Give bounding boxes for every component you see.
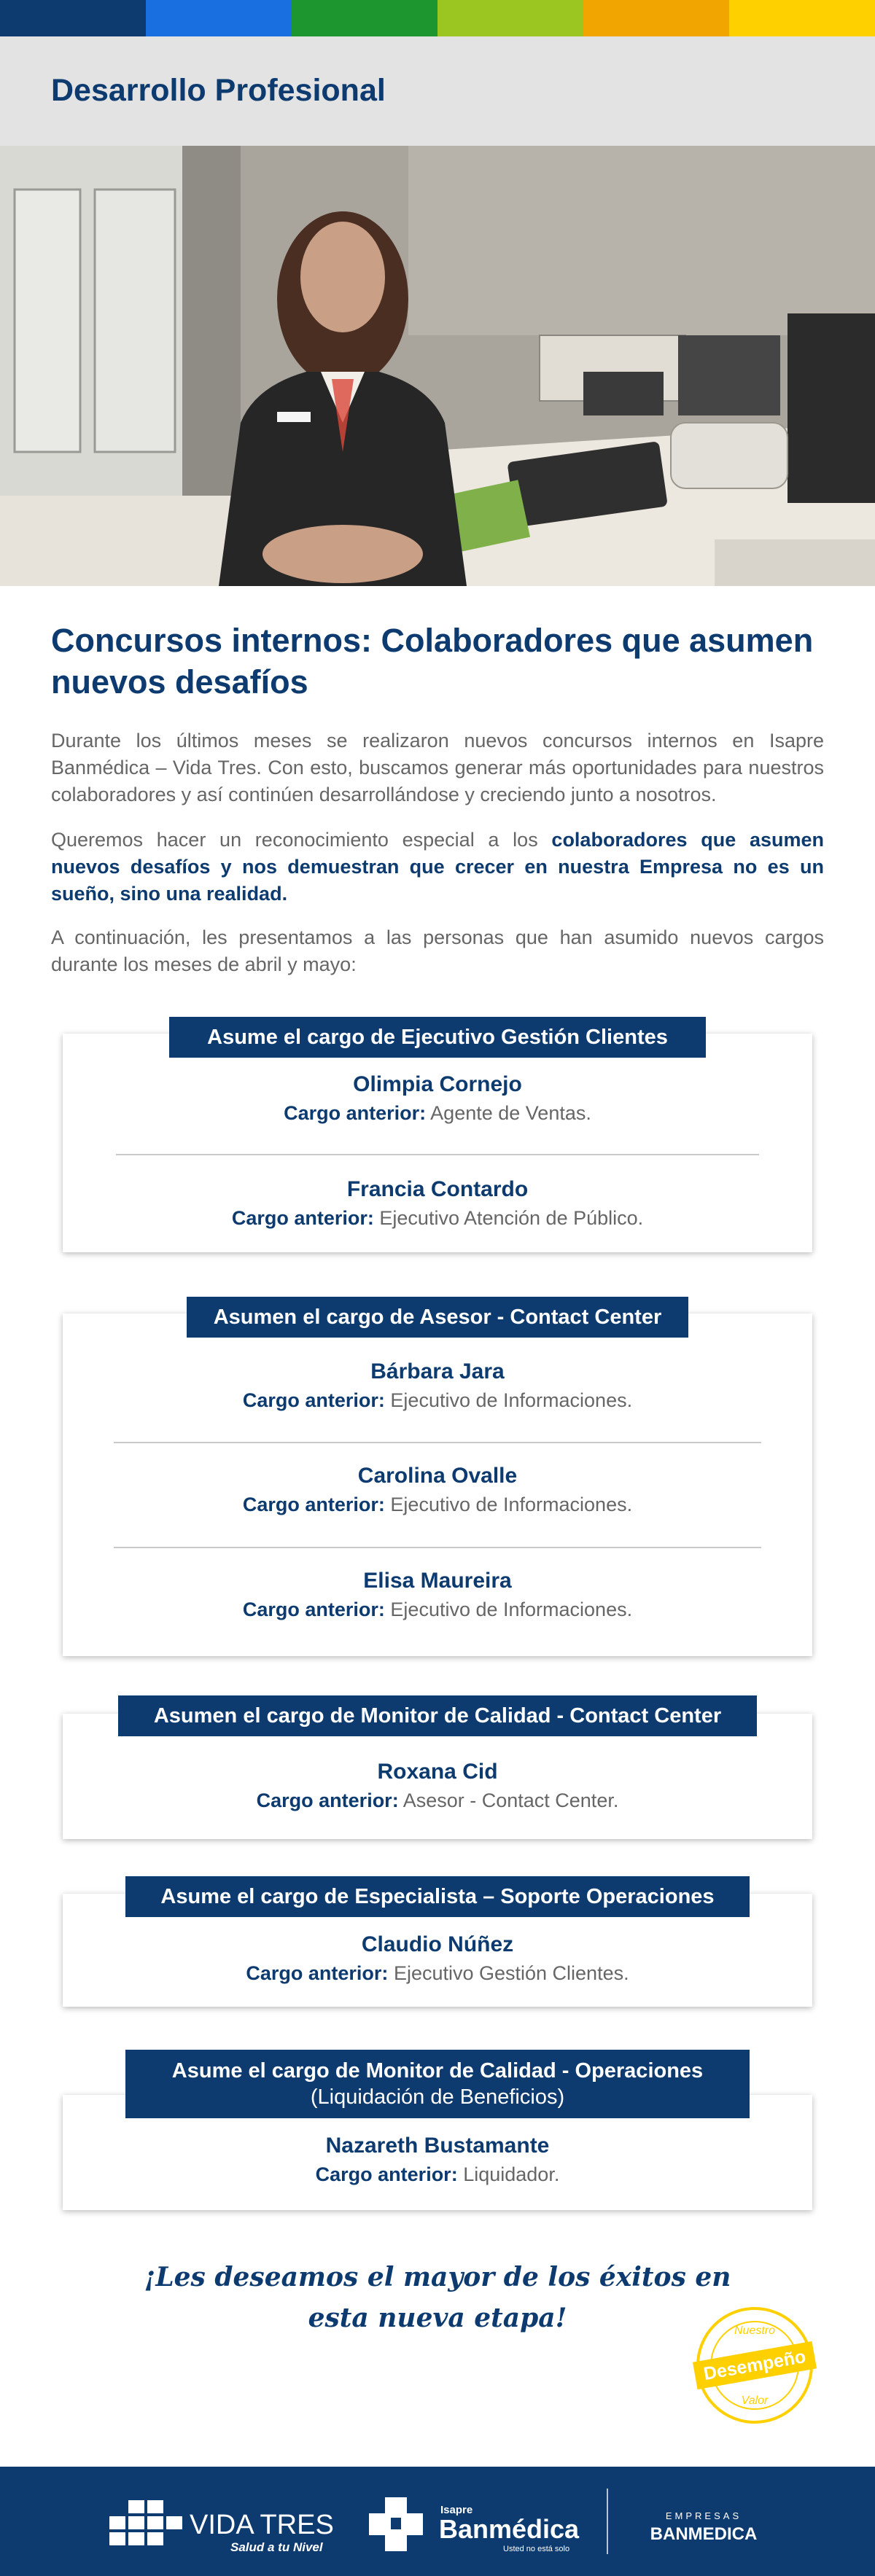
person-divider bbox=[114, 1442, 761, 1443]
previous-role-label: Cargo anterior: bbox=[231, 1207, 374, 1229]
person-name: Carolina Ovalle bbox=[357, 1464, 518, 1488]
person-entry bbox=[63, 1566, 812, 1623]
person-entry bbox=[63, 2131, 812, 2188]
previous-role-label: Cargo anterior: bbox=[284, 1102, 427, 1124]
stripe-navy bbox=[0, 0, 146, 36]
previous-role bbox=[63, 1386, 812, 1414]
person-entry bbox=[63, 1357, 812, 1414]
role-banner bbox=[169, 1017, 706, 1058]
desempeno-badge bbox=[693, 2303, 817, 2427]
previous-role bbox=[63, 1959, 812, 1987]
role-banner bbox=[125, 2050, 750, 2118]
person-entry bbox=[63, 1175, 812, 1232]
person-name: Olimpia Cornejo bbox=[353, 1072, 522, 1096]
previous-role-label: Cargo anterior: bbox=[246, 1962, 389, 1984]
person-entry bbox=[63, 1757, 812, 1814]
previous-role-value: Liquidador. bbox=[463, 2163, 560, 2185]
article-title: Concursos internos: Colaboradores que asumen nuevos desafíos bbox=[51, 622, 814, 700]
isapre-label: Isapre bbox=[440, 2504, 473, 2516]
role-title: Asume el cargo de Ejecutivo Gestión Clientes bbox=[207, 1026, 668, 1049]
previous-role-value: Asesor - Contact Center. bbox=[402, 1789, 619, 1811]
badge-top-text: Nuestro bbox=[734, 2325, 776, 2337]
role-title: Asume el cargo de Especialista – Soporte Operaciones bbox=[160, 1885, 715, 1908]
previous-role bbox=[63, 1204, 812, 1232]
footer-divider bbox=[607, 2489, 608, 2554]
role-banner bbox=[125, 1876, 750, 1917]
role-banner bbox=[118, 1695, 757, 1736]
person-name: Elisa Maureira bbox=[363, 1569, 512, 1593]
footer bbox=[0, 2467, 875, 2576]
person-entry bbox=[63, 1461, 812, 1518]
previous-role-value: Ejecutivo Gestión Clientes. bbox=[393, 1962, 629, 1984]
hero-photo bbox=[0, 146, 875, 586]
person-divider bbox=[114, 1547, 761, 1548]
stripe-lime bbox=[438, 0, 583, 36]
previous-role bbox=[63, 1596, 812, 1623]
empresas-label: EMPRESAS bbox=[665, 2510, 742, 2521]
person-name: Claudio Núñez bbox=[361, 1932, 514, 1956]
presentation-paragraph: A continuación, les presentamos a las personas que han asumido nuevos cargos durante los meses de abril y mayo: bbox=[51, 926, 824, 975]
color-stripes bbox=[0, 0, 875, 36]
previous-role-value: Ejecutivo de Informaciones. bbox=[390, 1599, 633, 1620]
person-name: Nazareth Bustamante bbox=[325, 2134, 550, 2158]
banmedica-cross-icon bbox=[369, 2497, 423, 2551]
badge-main-text: Desempeño bbox=[701, 2346, 808, 2385]
section-header bbox=[0, 36, 875, 146]
stripe-blue bbox=[146, 0, 292, 36]
person-name: Bárbara Jara bbox=[370, 1359, 505, 1383]
recognition-paragraph bbox=[51, 827, 824, 908]
closing-line-1: ¡Les deseamos el mayor de los éxitos en bbox=[144, 2262, 731, 2292]
role-card-ejecutivo-gestion-clientes bbox=[63, 1034, 812, 1252]
stripe-orange bbox=[583, 0, 729, 36]
role-card-asesor-contact-center bbox=[63, 1314, 812, 1656]
previous-role-value: Ejecutivo de Informaciones. bbox=[390, 1494, 633, 1515]
previous-role bbox=[63, 1491, 812, 1518]
previous-role-label: Cargo anterior: bbox=[256, 1789, 399, 1811]
role-title: Asume el cargo de Monitor de Calidad - Operaciones bbox=[171, 2059, 704, 2083]
stripe-yellow bbox=[729, 0, 875, 36]
person-entry bbox=[63, 1070, 812, 1127]
previous-role-value: Ejecutivo de Informaciones. bbox=[390, 1389, 633, 1411]
badge-bottom-text: Valor bbox=[741, 2394, 769, 2407]
person-name: Francia Contardo bbox=[346, 1177, 529, 1201]
vidatres-cross-icon bbox=[109, 2500, 182, 2545]
previous-role-value: Agente de Ventas. bbox=[430, 1102, 591, 1124]
previous-role bbox=[63, 1787, 812, 1814]
role-subtitle: (Liquidación de Beneficios) bbox=[310, 2085, 565, 2109]
banmedica-tagline: Usted no está solo bbox=[503, 2545, 570, 2553]
person-divider bbox=[116, 1154, 759, 1155]
recognition-lead: Queremos hacer un reconocimiento especial a los bbox=[51, 829, 552, 851]
role-title: Asumen el cargo de Asesor - Contact Center bbox=[213, 1305, 662, 1329]
stripe-green bbox=[292, 0, 438, 36]
person-entry bbox=[63, 1930, 812, 1987]
footer-logos bbox=[0, 2467, 875, 2576]
hero-photo-illustration bbox=[0, 146, 875, 586]
role-title: Asumen el cargo de Monitor de Calidad - Contact Center bbox=[153, 1704, 722, 1728]
previous-role bbox=[63, 2161, 812, 2188]
previous-role-value: Ejecutivo Atención de Público. bbox=[379, 1207, 644, 1229]
empresas-banmedica-name: BANMEDICA bbox=[650, 2524, 758, 2544]
recognition-highlight: colaboradores que asumen nuevos desafíos y nos demuestran que crecer en nuestra Empresa no es un sueño, sino una realidad. bbox=[51, 829, 824, 905]
previous-role-label: Cargo anterior: bbox=[315, 2163, 458, 2185]
vidatres-tagline: Salud a tu Nivel bbox=[230, 2540, 323, 2554]
previous-role bbox=[63, 1099, 812, 1127]
role-banner bbox=[187, 1297, 688, 1338]
closing-line-2: esta nueva etapa! bbox=[308, 2303, 567, 2333]
previous-role-label: Cargo anterior: bbox=[242, 1494, 385, 1515]
intro-paragraph: Durante los últimos meses se realizaron nuevos concursos internos en Isapre Banmédica – Vida Tres. Con esto, buscamos generar más oportunidades para nuestros colaboradores y así continúen desarrollándose y creciendo junto a nosotros. bbox=[51, 730, 824, 805]
previous-role-label: Cargo anterior: bbox=[242, 1599, 385, 1620]
person-name: Roxana Cid bbox=[377, 1760, 498, 1784]
section-title: Desarrollo Profesional bbox=[51, 73, 386, 108]
vidatres-name: VIDA TRES bbox=[190, 2510, 334, 2540]
previous-role-label: Cargo anterior: bbox=[242, 1389, 385, 1411]
banmedica-name: Banmédica bbox=[439, 2514, 580, 2544]
